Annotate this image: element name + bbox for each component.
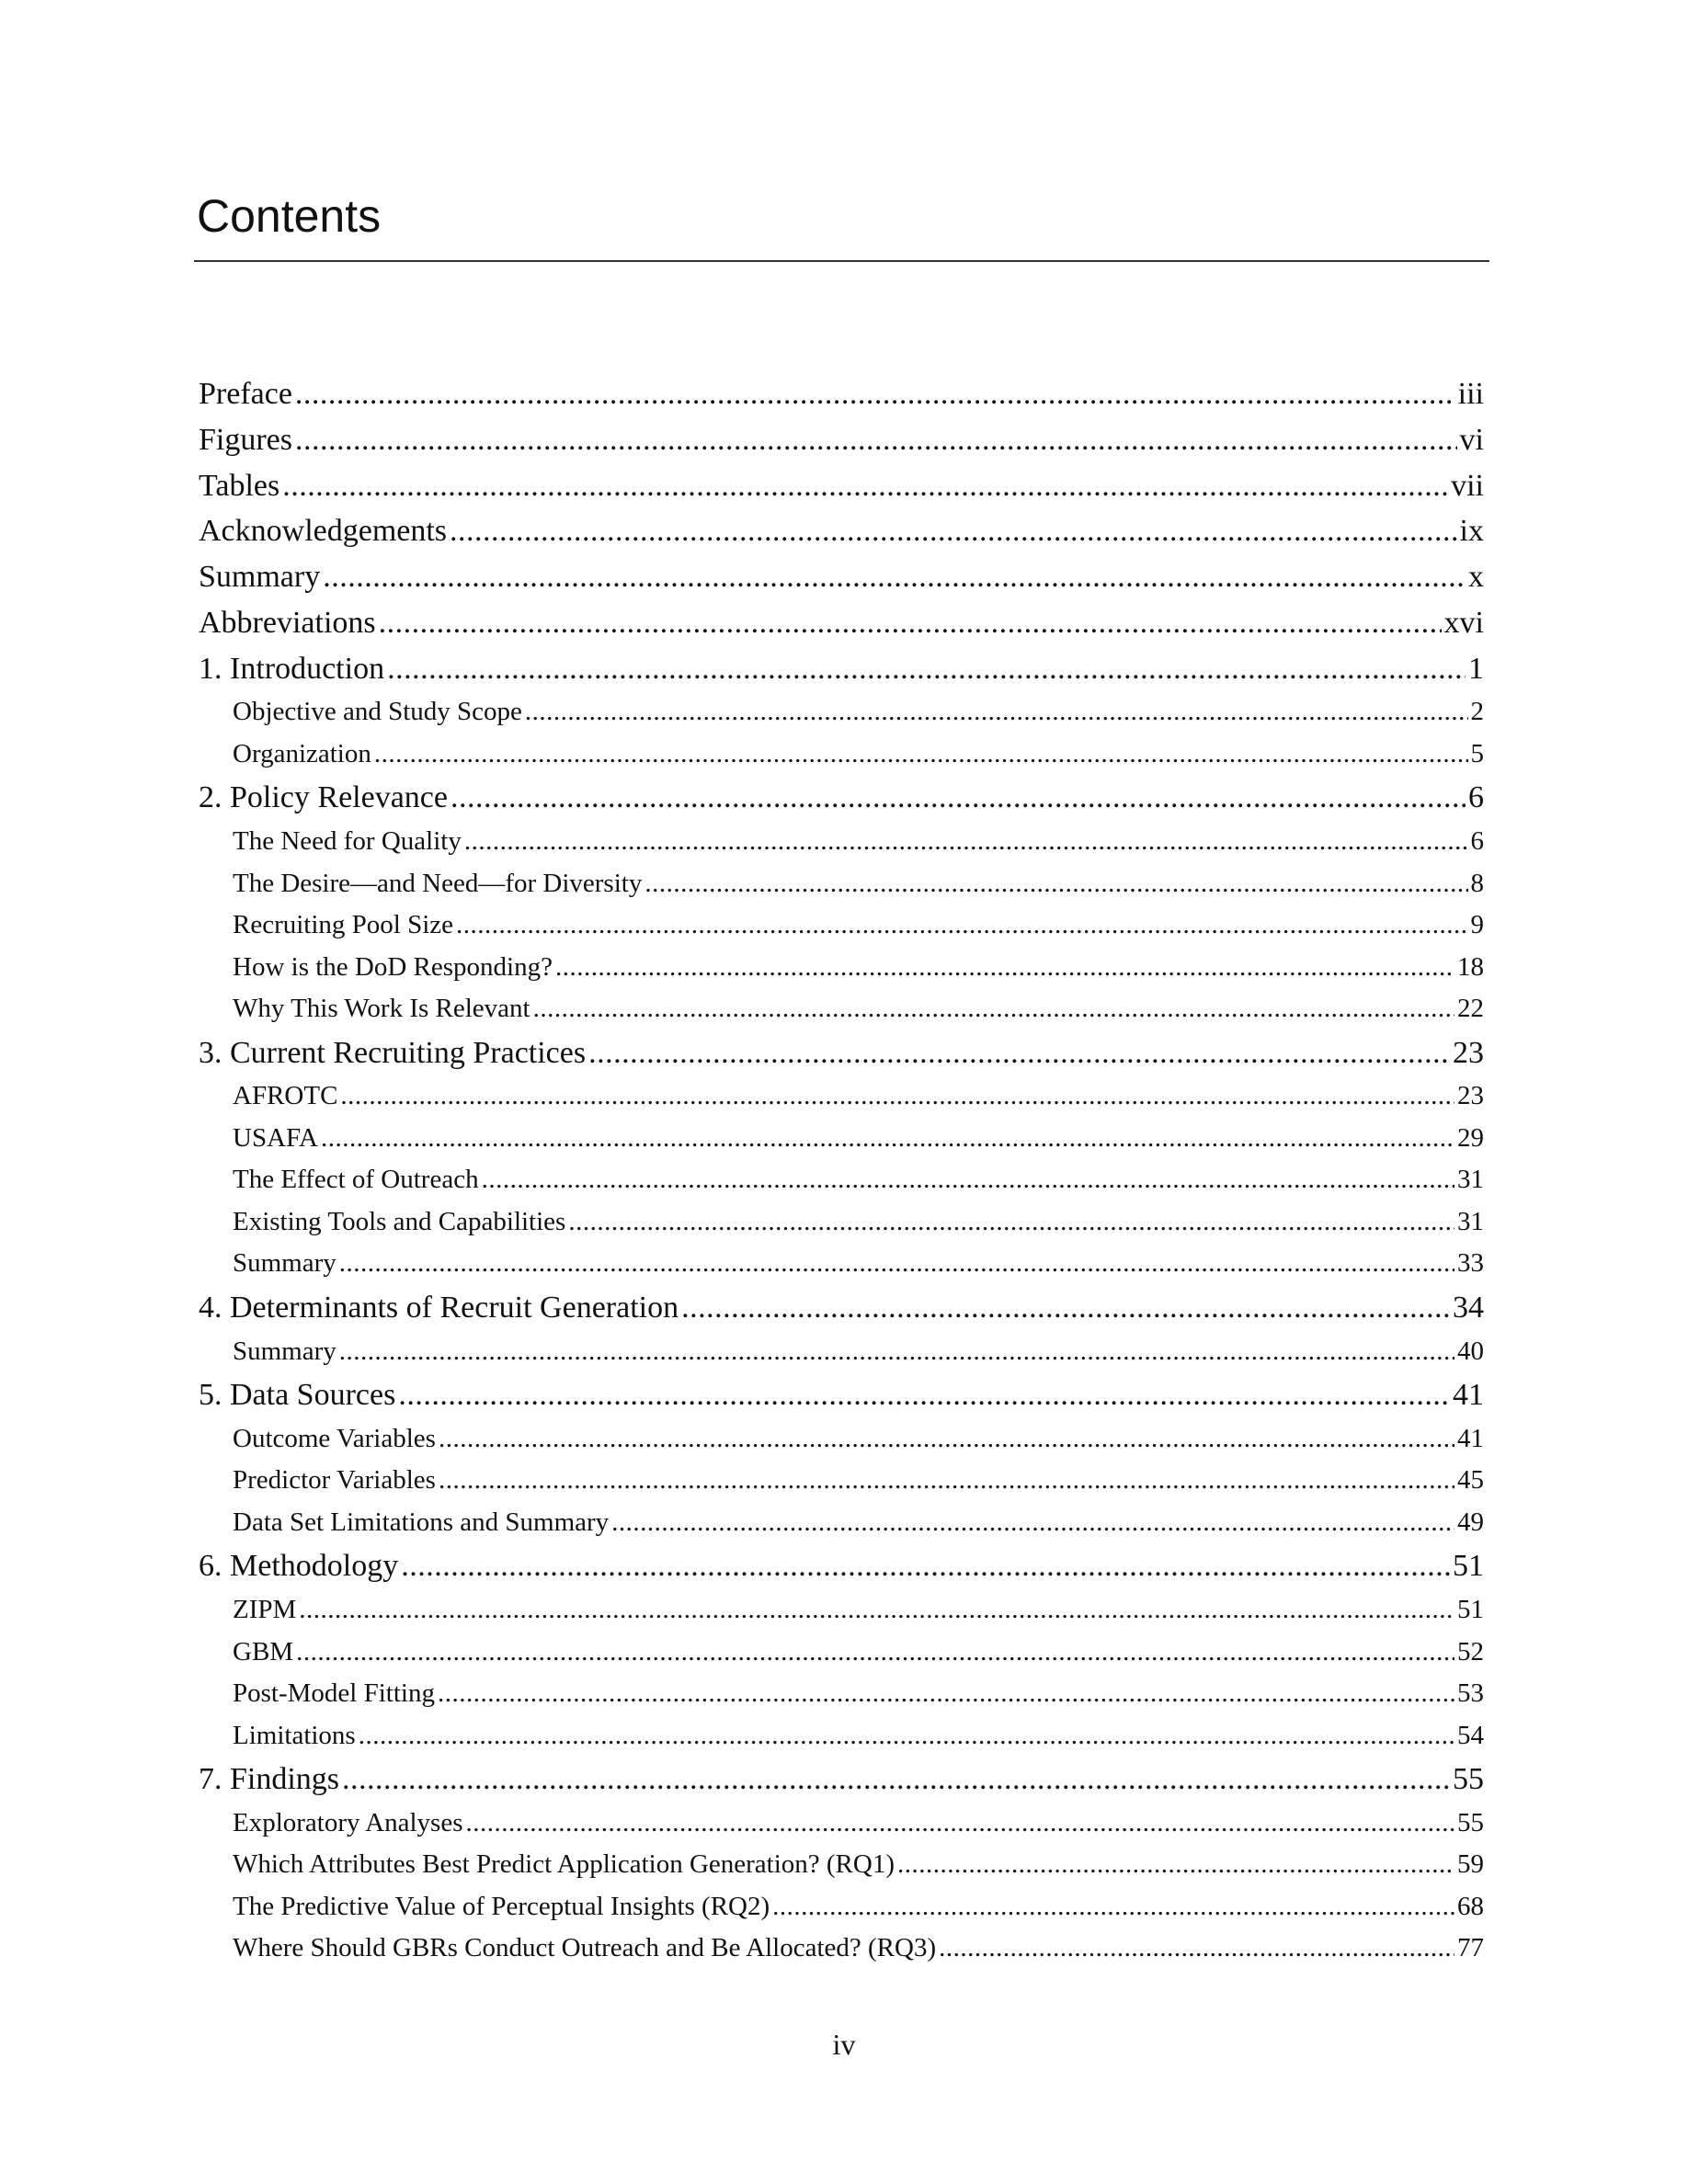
toc-dot-leader [282,463,1448,509]
toc-entry-title: 5. Data Sources [199,1378,396,1412]
toc-entry[interactable] [199,947,1484,989]
toc-entry-page: 33 [1457,1248,1484,1279]
toc-dot-leader [772,1886,1454,1928]
toc-entry[interactable] [199,463,1484,509]
toc-entry[interactable] [199,1075,1484,1118]
toc-dot-leader [323,554,1466,600]
toc-dot-leader [588,1030,1450,1076]
toc-dot-leader [525,691,1468,734]
toc-entry-page: 6 [1468,780,1484,815]
toc-entry-page: ix [1459,514,1484,549]
toc-dot-leader [451,775,1466,821]
toc-entry[interactable] [199,1886,1484,1928]
toc-entry[interactable] [199,691,1484,734]
heading-divider [194,260,1489,262]
toc-entry[interactable] [199,417,1484,463]
toc-entry-title: The Desire—and Need—for Diversity [233,868,643,898]
page-number: iv [832,2028,856,2061]
toc-entry-title: The Need for Quality [233,826,462,856]
toc-entry-page: 45 [1457,1465,1484,1496]
toc-entry[interactable] [199,904,1484,947]
toc-dot-leader [438,1673,1454,1715]
toc-entry-page: 31 [1457,1206,1484,1236]
toc-entry-page: 34 [1453,1290,1484,1325]
toc-entry[interactable] [199,600,1484,646]
toc-entry-page: 55 [1453,1762,1484,1796]
toc-entry-title: 6. Methodology [199,1549,399,1584]
toc-entry-title: Post-Model Fitting [233,1678,435,1708]
toc-entry-page: 41 [1457,1423,1484,1453]
toc-entry[interactable] [199,1502,1484,1544]
toc-entry-page: 23 [1453,1035,1484,1070]
toc-dot-leader [533,988,1454,1030]
toc-dot-leader [379,600,1442,646]
toc-entry-page: 40 [1457,1336,1484,1366]
toc-entry-title: Data Set Limitations and Summary [233,1507,610,1537]
toc-entry-title: Summary [199,560,321,594]
toc-dot-leader [568,1201,1454,1244]
toc-entry[interactable] [199,1285,1484,1331]
toc-entry-page: 9 [1470,910,1484,939]
toc-entry-page: 49 [1457,1507,1484,1537]
toc-dot-leader [339,1331,1454,1373]
toc-entry[interactable] [199,1543,1484,1589]
toc-entry-title: GBM [233,1636,294,1666]
toc-entry-title: The Effect of Outreach [233,1165,479,1195]
toc-entry[interactable] [199,1715,1484,1757]
toc-dot-leader [611,1502,1454,1544]
toc-entry-page: 2 [1470,697,1484,727]
toc-entry-title: USAFA [233,1122,318,1153]
toc-dot-leader [465,1803,1454,1845]
toc-dot-leader [482,1159,1454,1201]
toc-entry[interactable] [199,1757,1484,1803]
toc-entry-title: AFROTC [233,1081,338,1111]
toc-entry-title: 7. Findings [199,1762,340,1796]
toc-entry[interactable] [199,1632,1484,1674]
toc-entry[interactable] [199,1030,1484,1076]
toc-dot-leader [398,1372,1450,1418]
toc-entry[interactable] [199,1460,1484,1502]
toc-dot-leader [359,1715,1454,1757]
toc-entry[interactable] [199,1844,1484,1886]
toc-entry-title: Tables [199,468,280,503]
toc-dot-leader [321,1118,1454,1160]
toc-entry[interactable] [199,646,1484,692]
toc-dot-leader [339,1243,1454,1285]
toc-entry-page: 31 [1457,1165,1484,1195]
toc-entry-title: Recruiting Pool Size [233,910,454,939]
toc-dot-leader [342,1757,1450,1803]
toc-entry-title: How is the DoD Responding? [233,951,553,982]
toc-entry-title: Predictor Variables [233,1465,436,1496]
toc-dot-leader [897,1844,1454,1886]
toc-entry[interactable] [199,1201,1484,1244]
toc-dot-leader [644,863,1467,905]
toc-entry[interactable] [199,1418,1484,1461]
toc-dot-leader [555,947,1454,989]
toc-dot-leader [439,1418,1454,1461]
toc-entry[interactable] [199,371,1484,417]
toc-entry-page: 55 [1457,1807,1484,1837]
toc-dot-leader [939,1928,1454,1970]
toc-entry-page: 6 [1470,826,1484,856]
toc-entry-page: 41 [1453,1378,1484,1412]
toc-entry-title: ZIPM [233,1595,297,1624]
toc-entry[interactable] [199,1589,1484,1632]
toc-entry[interactable] [199,508,1484,554]
toc-entry[interactable] [199,988,1484,1030]
toc-dot-leader [439,1460,1454,1502]
toc-entry-title: The Predictive Value of Perceptual Insights (RQ2) [233,1891,770,1921]
toc-entry-title: Why This Work Is Relevant [233,994,530,1023]
toc-entry-page: 77 [1457,1933,1484,1963]
toc-entry-title: 3. Current Recruiting Practices [199,1035,587,1070]
toc-dot-leader [299,1589,1454,1632]
toc-entry-page: iii [1457,377,1484,411]
toc-entry-page: xvi [1443,605,1484,640]
toc-entry-title: Limitations [233,1720,356,1750]
toc-dot-leader [295,417,1457,463]
toc-dot-leader [456,904,1467,947]
toc-entry-page: 29 [1457,1122,1484,1153]
toc-entry-page: 53 [1457,1678,1484,1708]
toc-entry-title: Existing Tools and Capabilities [233,1206,566,1236]
toc-entry[interactable] [199,1803,1484,1845]
toc-entry-page: 54 [1457,1720,1484,1750]
toc-entry-page: 22 [1457,994,1484,1023]
toc-entry-title: 1. Introduction [199,651,385,686]
toc-entry-page: x [1468,560,1484,594]
toc-entry-page: 23 [1457,1081,1484,1111]
toc-dot-leader [340,1075,1454,1118]
toc-entry-title: Where Should GBRs Conduct Outreach and Be Allocated? (RQ3) [233,1933,937,1963]
toc-entry[interactable] [199,1243,1484,1285]
toc-entry-page: 18 [1457,951,1484,982]
toc-entry-page: 1 [1468,651,1484,686]
toc-entry-page: 51 [1453,1549,1484,1584]
table-of-contents [199,371,1484,1970]
toc-dot-leader [681,1285,1450,1331]
toc-entry[interactable] [199,1118,1484,1160]
toc-entry-title: Which Attributes Best Predict Application Generation? (RQ1) [233,1849,895,1880]
toc-entry[interactable] [199,775,1484,821]
toc-dot-leader [387,646,1466,692]
toc-entry[interactable] [199,821,1484,863]
toc-entry-title: Outcome Variables [233,1423,436,1453]
toc-entry[interactable] [199,1372,1484,1418]
toc-entry-title: Preface [199,377,292,411]
toc-dot-leader [450,508,1457,554]
toc-entry-page: vi [1459,422,1484,457]
toc-entry[interactable] [199,554,1484,600]
toc-entry[interactable] [199,1331,1484,1373]
toc-entry[interactable] [199,734,1484,776]
toc-entry-page: 51 [1457,1595,1484,1624]
toc-entry[interactable] [199,1928,1484,1970]
toc-entry-page: 5 [1470,738,1484,768]
toc-entry-title: 4. Determinants of Recruit Generation [199,1290,679,1325]
toc-dot-leader [374,734,1468,776]
toc-entry-title: 2. Policy Relevance [199,780,448,815]
toc-dot-leader [296,1632,1454,1674]
toc-entry-page: 68 [1457,1891,1484,1921]
toc-dot-leader [401,1543,1450,1589]
toc-entry-title: Objective and Study Scope [233,697,522,727]
toc-entry-title: Figures [199,422,292,457]
toc-entry-page: 8 [1470,868,1484,898]
toc-entry[interactable] [199,1673,1484,1715]
toc-entry-title: Acknowledgements [199,514,448,549]
page-title: Contents [197,190,382,242]
toc-dot-leader [464,821,1468,863]
toc-entry[interactable] [199,863,1484,905]
toc-entry-page: 52 [1457,1636,1484,1666]
toc-entry-title: Exploratory Analyses [233,1807,463,1837]
toc-entry-title: Summary [233,1336,336,1366]
toc-entry[interactable] [199,1159,1484,1201]
toc-entry-page: vii [1451,468,1484,503]
toc-entry-title: Organization [233,738,371,768]
toc-dot-leader [295,371,1455,417]
toc-entry-title: Abbreviations [199,605,376,640]
toc-entry-page: 59 [1457,1849,1484,1880]
toc-entry-title: Summary [233,1248,336,1279]
